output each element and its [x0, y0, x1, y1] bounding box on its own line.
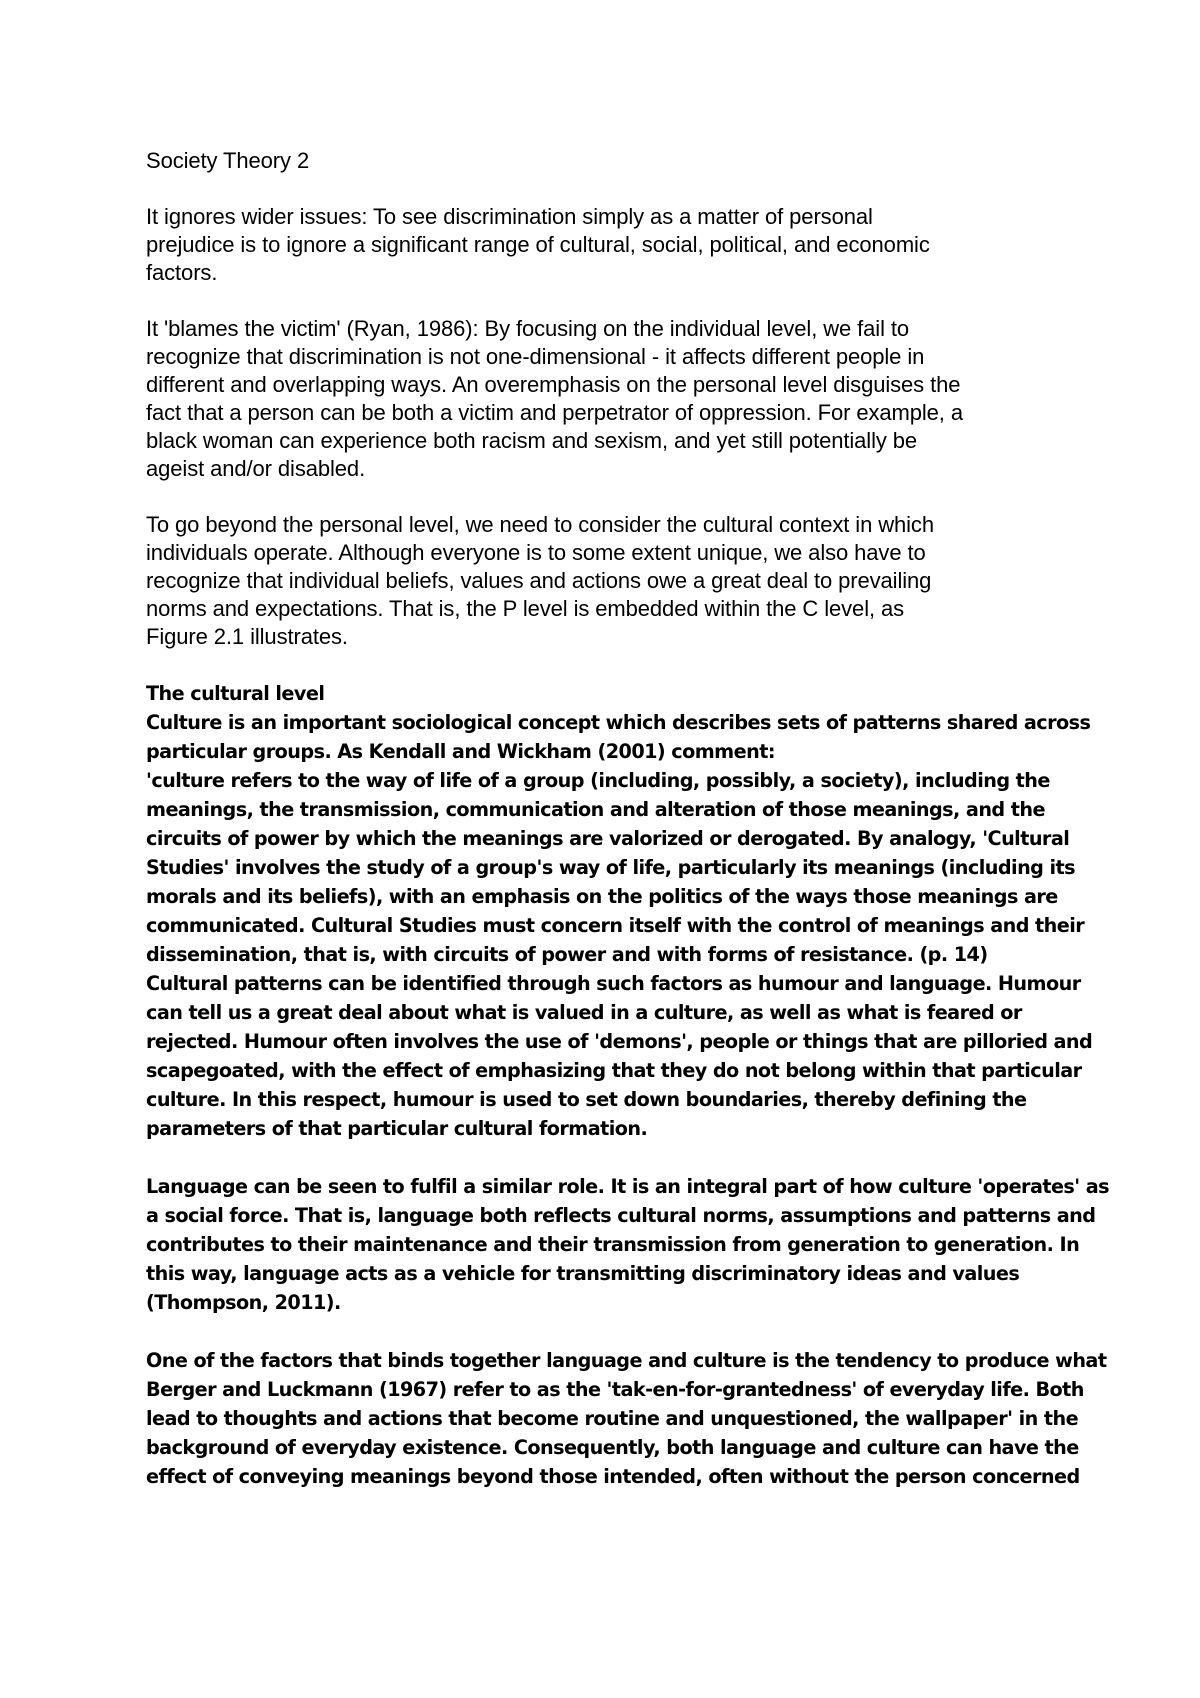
text-line: factors.: [146, 260, 218, 285]
text-line: (Thompson, 2011).: [146, 1291, 341, 1314]
paragraph-wider-issues: [146, 203, 1081, 287]
text-line: scapegoated, with the effect of emphasizing that they do not belong within that particular: [146, 1059, 1082, 1082]
paragraph-beyond-personal: [146, 511, 1081, 651]
text-line: background of everyday existence. Consequently, both language and culture can have the: [146, 1436, 1079, 1459]
text-line: Culture is an important sociological concept which describes sets of patterns shared across: [146, 711, 1091, 734]
document-page: [146, 147, 1110, 1491]
quote-line: morals and its beliefs), with an emphasis on the politics of the ways those meanings are: [146, 885, 1058, 908]
text-line: this way, language acts as a vehicle for transmitting discriminatory ideas and values: [146, 1262, 1020, 1285]
text-line: Berger and Luckmann (1967) refer to as the 'tak-en-for-grantedness' of everyday life. Both: [146, 1378, 1084, 1401]
text-line: prejudice is to ignore a significant range of cultural, social, political, and economic: [146, 232, 930, 257]
text-line: It ignores wider issues: To see discrimination simply as a matter of personal: [146, 204, 873, 229]
text-line: recognize that discrimination is not one-dimensional - it affects different people in: [146, 344, 925, 369]
quote-line: dissemination, that is, with circuits of power and with forms of resistance. (p. 14): [146, 943, 988, 966]
text-line: Cultural patterns can be identified through such factors as humour and language. Humour: [146, 972, 1081, 995]
paragraph-blames-victim: [146, 315, 1081, 483]
text-line: Figure 2.1 illustrates.: [146, 624, 348, 649]
text-line: It 'blames the victim' (Ryan, 1986): By focusing on the individual level, we fail to: [146, 316, 910, 341]
quote-line: meanings, the transmission, communication and alteration of those meanings, and the: [146, 798, 1045, 821]
quote-line: 'culture refers to the way of life of a group (including, possibly, a society), including the: [146, 769, 1050, 792]
text-line: rejected. Humour often involves the use of 'demons', people or things that are pilloried and: [146, 1030, 1093, 1053]
paragraph-taken-for-grantedness: [146, 1346, 1107, 1491]
section-cultural-level: [146, 679, 1093, 1143]
document-title: Society Theory 2: [146, 148, 310, 173]
quote-line: communicated. Cultural Studies must concern itself with the control of meanings and their: [146, 914, 1085, 937]
text-line: particular groups. As Kendall and Wickham (2001) comment:: [146, 740, 775, 763]
text-line: different and overlapping ways. An overemphasis on the personal level disguises the: [146, 372, 961, 397]
text-line: can tell us a great deal about what is valued in a culture, as well as what is feared or: [146, 1001, 1022, 1024]
text-line: lead to thoughts and actions that become routine and unquestioned, the wallpaper' in the: [146, 1407, 1079, 1430]
text-line: a social force. That is, language both reflects cultural norms, assumptions and patterns and: [146, 1204, 1096, 1227]
text-line: One of the factors that binds together language and culture is the tendency to produce what: [146, 1349, 1107, 1372]
text-line: fact that a person can be both a victim and perpetrator of oppression. For example, a: [146, 400, 963, 425]
text-line: recognize that individual beliefs, values and actions owe a great deal to prevailing: [146, 568, 932, 593]
text-line: To go beyond the personal level, we need to consider the cultural context in which: [146, 512, 934, 537]
text-line: norms and expectations. That is, the P level is embedded within the C level, as: [146, 596, 905, 621]
text-line: contributes to their maintenance and their transmission from generation to generation. In: [146, 1233, 1080, 1256]
text-line: parameters of that particular cultural formation.: [146, 1117, 648, 1140]
paragraph-language: [146, 1172, 1110, 1317]
text-line: culture. In this respect, humour is used to set down boundaries, thereby defining the: [146, 1088, 1027, 1111]
quote-line: circuits of power by which the meanings are valorized or derogated. By analogy, 'Cultural: [146, 827, 1070, 850]
quote-line: Studies' involves the study of a group's way of life, particularly its meanings (including its: [146, 856, 1076, 879]
text-line: individuals operate. Although everyone is to some extent unique, we also have to: [146, 540, 926, 565]
text-line: effect of conveying meanings beyond those intended, often without the person concerned: [146, 1465, 1080, 1488]
text-line: ageist and/or disabled.: [146, 456, 366, 481]
text-line: Language can be seen to fulfil a similar role. It is an integral part of how culture 'operates' as: [146, 1175, 1110, 1198]
text-line: black woman can experience both racism and sexism, and yet still potentially be: [146, 428, 918, 453]
section-heading: The cultural level: [146, 682, 325, 705]
